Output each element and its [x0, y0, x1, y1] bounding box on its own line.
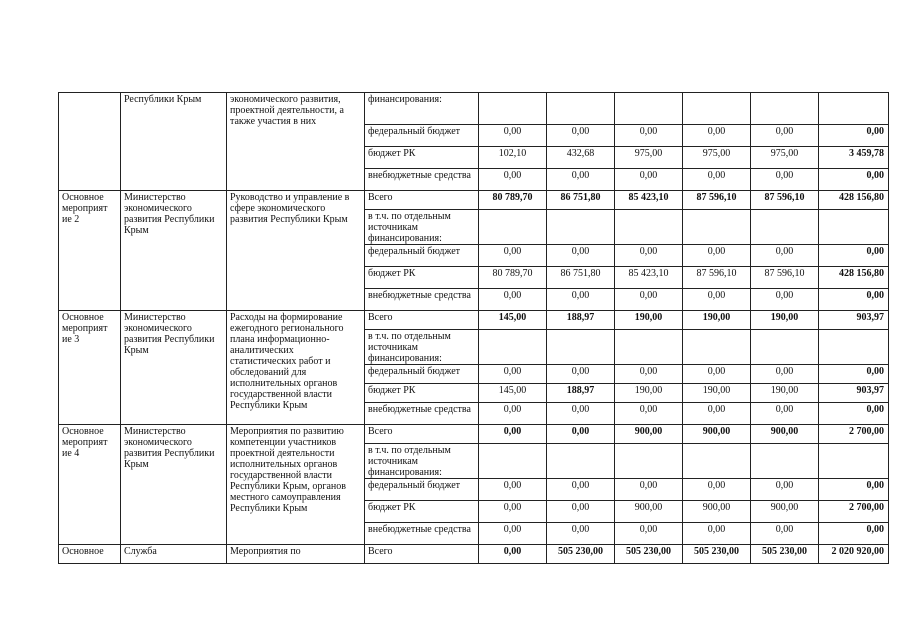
- value-cell: 505 230,00: [615, 545, 683, 564]
- value-cell: [615, 444, 683, 479]
- value-cell: [683, 93, 751, 125]
- value-cell: 0,00: [479, 523, 547, 545]
- value-cell: 0,00: [615, 289, 683, 311]
- value-cell: 0,00: [547, 245, 615, 267]
- value-cell: 0,00: [547, 425, 615, 444]
- value-cell: 900,00: [683, 425, 751, 444]
- executor-cell: Республики Крым: [121, 93, 227, 191]
- source-cell: федеральный бюджет: [365, 365, 479, 384]
- value-cell: 505 230,00: [751, 545, 819, 564]
- budget-table: [58, 92, 889, 564]
- value-cell: 0,00: [683, 245, 751, 267]
- executor-cell: Служба: [121, 545, 227, 564]
- source-cell: в т.ч. по отдельным источникам финансирования:: [365, 210, 479, 245]
- activity-name-cell: [59, 93, 121, 191]
- source-cell: Всего: [365, 425, 479, 444]
- value-cell: [547, 93, 615, 125]
- value-cell: [751, 210, 819, 245]
- value-cell: 900,00: [615, 501, 683, 523]
- value-cell: 0,00: [547, 125, 615, 147]
- total-cell: 0,00: [819, 523, 889, 545]
- value-cell: 190,00: [751, 384, 819, 403]
- value-cell: 0,00: [547, 169, 615, 191]
- value-cell: 975,00: [751, 147, 819, 169]
- value-cell: 0,00: [479, 501, 547, 523]
- value-cell: 0,00: [751, 245, 819, 267]
- value-cell: 190,00: [683, 384, 751, 403]
- source-cell: федеральный бюджет: [365, 479, 479, 501]
- source-cell: Всего: [365, 545, 479, 564]
- value-cell: 0,00: [547, 523, 615, 545]
- value-cell: 0,00: [683, 523, 751, 545]
- total-cell: [819, 93, 889, 125]
- value-cell: 85 423,10: [615, 267, 683, 289]
- activity-title-cell: экономического развития, проектной деятельности, а также участия в них: [227, 93, 365, 191]
- value-cell: 505 230,00: [547, 545, 615, 564]
- value-cell: 0,00: [751, 523, 819, 545]
- value-cell: 102,10: [479, 147, 547, 169]
- value-cell: [683, 210, 751, 245]
- total-cell: 0,00: [819, 365, 889, 384]
- source-cell: в т.ч. по отдельным источникам финансирования:: [365, 330, 479, 365]
- total-cell: [819, 444, 889, 479]
- table-row: [59, 311, 889, 330]
- value-cell: 86 751,80: [547, 267, 615, 289]
- executor-cell: Министерство экономического развития Республики Крым: [121, 425, 227, 545]
- executor-cell: Министерство экономического развития Республики Крым: [121, 311, 227, 425]
- source-cell: бюджет РК: [365, 147, 479, 169]
- value-cell: [479, 210, 547, 245]
- value-cell: 0,00: [615, 523, 683, 545]
- value-cell: 0,00: [751, 403, 819, 425]
- total-cell: 903,97: [819, 384, 889, 403]
- value-cell: 0,00: [615, 365, 683, 384]
- total-cell: 0,00: [819, 125, 889, 147]
- value-cell: [479, 330, 547, 365]
- source-cell: бюджет РК: [365, 501, 479, 523]
- value-cell: [751, 330, 819, 365]
- activity-name-cell: Основное мероприят ие 3: [59, 311, 121, 425]
- value-cell: 0,00: [479, 169, 547, 191]
- value-cell: 190,00: [615, 311, 683, 330]
- value-cell: [479, 444, 547, 479]
- activity-title-cell: Руководство и управление в сфере экономического развития Республики Крым: [227, 191, 365, 311]
- table-row: [59, 93, 889, 125]
- source-cell: федеральный бюджет: [365, 245, 479, 267]
- value-cell: [615, 330, 683, 365]
- value-cell: 87 596,10: [683, 267, 751, 289]
- activity-name-cell: Основное мероприят ие 2: [59, 191, 121, 311]
- total-cell: 903,97: [819, 311, 889, 330]
- value-cell: 188,97: [547, 384, 615, 403]
- executor-cell: Министерство экономического развития Республики Крым: [121, 191, 227, 311]
- activity-title-cell: Мероприятия по развитию компетенции участников проектной деятельности исполнительных органов государственной власти Республики Крым, органов местного самоуправления Республики Крым: [227, 425, 365, 545]
- source-cell: финансирования:: [365, 93, 479, 125]
- value-cell: [547, 210, 615, 245]
- value-cell: 432,68: [547, 147, 615, 169]
- total-cell: 428 156,80: [819, 191, 889, 210]
- value-cell: 145,00: [479, 384, 547, 403]
- value-cell: 0,00: [547, 479, 615, 501]
- value-cell: 0,00: [547, 289, 615, 311]
- value-cell: 0,00: [547, 501, 615, 523]
- value-cell: 900,00: [751, 501, 819, 523]
- total-cell: 2 700,00: [819, 425, 889, 444]
- total-cell: 2 700,00: [819, 501, 889, 523]
- total-cell: 0,00: [819, 479, 889, 501]
- total-cell: 2 020 920,00: [819, 545, 889, 564]
- total-cell: 0,00: [819, 403, 889, 425]
- total-cell: [819, 210, 889, 245]
- value-cell: 80 789,70: [479, 191, 547, 210]
- value-cell: 900,00: [615, 425, 683, 444]
- total-cell: 428 156,80: [819, 267, 889, 289]
- table-row: [59, 425, 889, 444]
- value-cell: [547, 330, 615, 365]
- value-cell: 0,00: [751, 479, 819, 501]
- value-cell: 87 596,10: [751, 267, 819, 289]
- value-cell: [751, 93, 819, 125]
- source-cell: федеральный бюджет: [365, 125, 479, 147]
- table-row: [59, 545, 889, 564]
- total-cell: 0,00: [819, 169, 889, 191]
- value-cell: 0,00: [479, 425, 547, 444]
- value-cell: 505 230,00: [683, 545, 751, 564]
- value-cell: 0,00: [683, 169, 751, 191]
- source-cell: внебюджетные средства: [365, 169, 479, 191]
- table-row: [59, 191, 889, 210]
- value-cell: 900,00: [683, 501, 751, 523]
- value-cell: [683, 444, 751, 479]
- value-cell: 0,00: [683, 365, 751, 384]
- value-cell: 87 596,10: [751, 191, 819, 210]
- activity-name-cell: Основное: [59, 545, 121, 564]
- value-cell: 0,00: [479, 365, 547, 384]
- value-cell: 190,00: [683, 311, 751, 330]
- value-cell: [683, 330, 751, 365]
- value-cell: [615, 93, 683, 125]
- value-cell: 0,00: [615, 403, 683, 425]
- value-cell: 190,00: [751, 311, 819, 330]
- total-cell: 3 459,78: [819, 147, 889, 169]
- activity-title-cell: Мероприятия по: [227, 545, 365, 564]
- source-cell: бюджет РК: [365, 384, 479, 403]
- value-cell: 85 423,10: [615, 191, 683, 210]
- source-cell: внебюджетные средства: [365, 403, 479, 425]
- value-cell: 0,00: [751, 365, 819, 384]
- value-cell: 87 596,10: [683, 191, 751, 210]
- value-cell: 0,00: [683, 479, 751, 501]
- source-cell: Всего: [365, 191, 479, 210]
- source-cell: бюджет РК: [365, 267, 479, 289]
- value-cell: 0,00: [615, 245, 683, 267]
- value-cell: 0,00: [479, 245, 547, 267]
- total-cell: [819, 330, 889, 365]
- source-cell: в т.ч. по отдельным источникам финансирования:: [365, 444, 479, 479]
- value-cell: 0,00: [479, 125, 547, 147]
- value-cell: 0,00: [547, 365, 615, 384]
- value-cell: 0,00: [479, 403, 547, 425]
- value-cell: 0,00: [615, 125, 683, 147]
- value-cell: 975,00: [615, 147, 683, 169]
- activity-title-cell: Расходы на формирование ежегодного регионального плана информационно-аналитических статистических работ и обследований для исполнительных органов государственной власти Республики Крым: [227, 311, 365, 425]
- value-cell: 80 789,70: [479, 267, 547, 289]
- value-cell: 190,00: [615, 384, 683, 403]
- value-cell: 0,00: [479, 289, 547, 311]
- value-cell: 0,00: [751, 125, 819, 147]
- value-cell: 0,00: [547, 403, 615, 425]
- value-cell: 188,97: [547, 311, 615, 330]
- activity-name-cell: Основное мероприят ие 4: [59, 425, 121, 545]
- value-cell: 0,00: [479, 545, 547, 564]
- value-cell: [751, 444, 819, 479]
- value-cell: [479, 93, 547, 125]
- value-cell: 0,00: [615, 479, 683, 501]
- total-cell: 0,00: [819, 245, 889, 267]
- value-cell: [547, 444, 615, 479]
- value-cell: 0,00: [683, 403, 751, 425]
- source-cell: внебюджетные средства: [365, 523, 479, 545]
- value-cell: 145,00: [479, 311, 547, 330]
- source-cell: Всего: [365, 311, 479, 330]
- value-cell: 0,00: [683, 125, 751, 147]
- value-cell: [615, 210, 683, 245]
- value-cell: 0,00: [683, 289, 751, 311]
- value-cell: 900,00: [751, 425, 819, 444]
- source-cell: внебюджетные средства: [365, 289, 479, 311]
- value-cell: 0,00: [615, 169, 683, 191]
- value-cell: 975,00: [683, 147, 751, 169]
- value-cell: 0,00: [751, 169, 819, 191]
- total-cell: 0,00: [819, 289, 889, 311]
- value-cell: 0,00: [479, 479, 547, 501]
- value-cell: 86 751,80: [547, 191, 615, 210]
- value-cell: 0,00: [751, 289, 819, 311]
